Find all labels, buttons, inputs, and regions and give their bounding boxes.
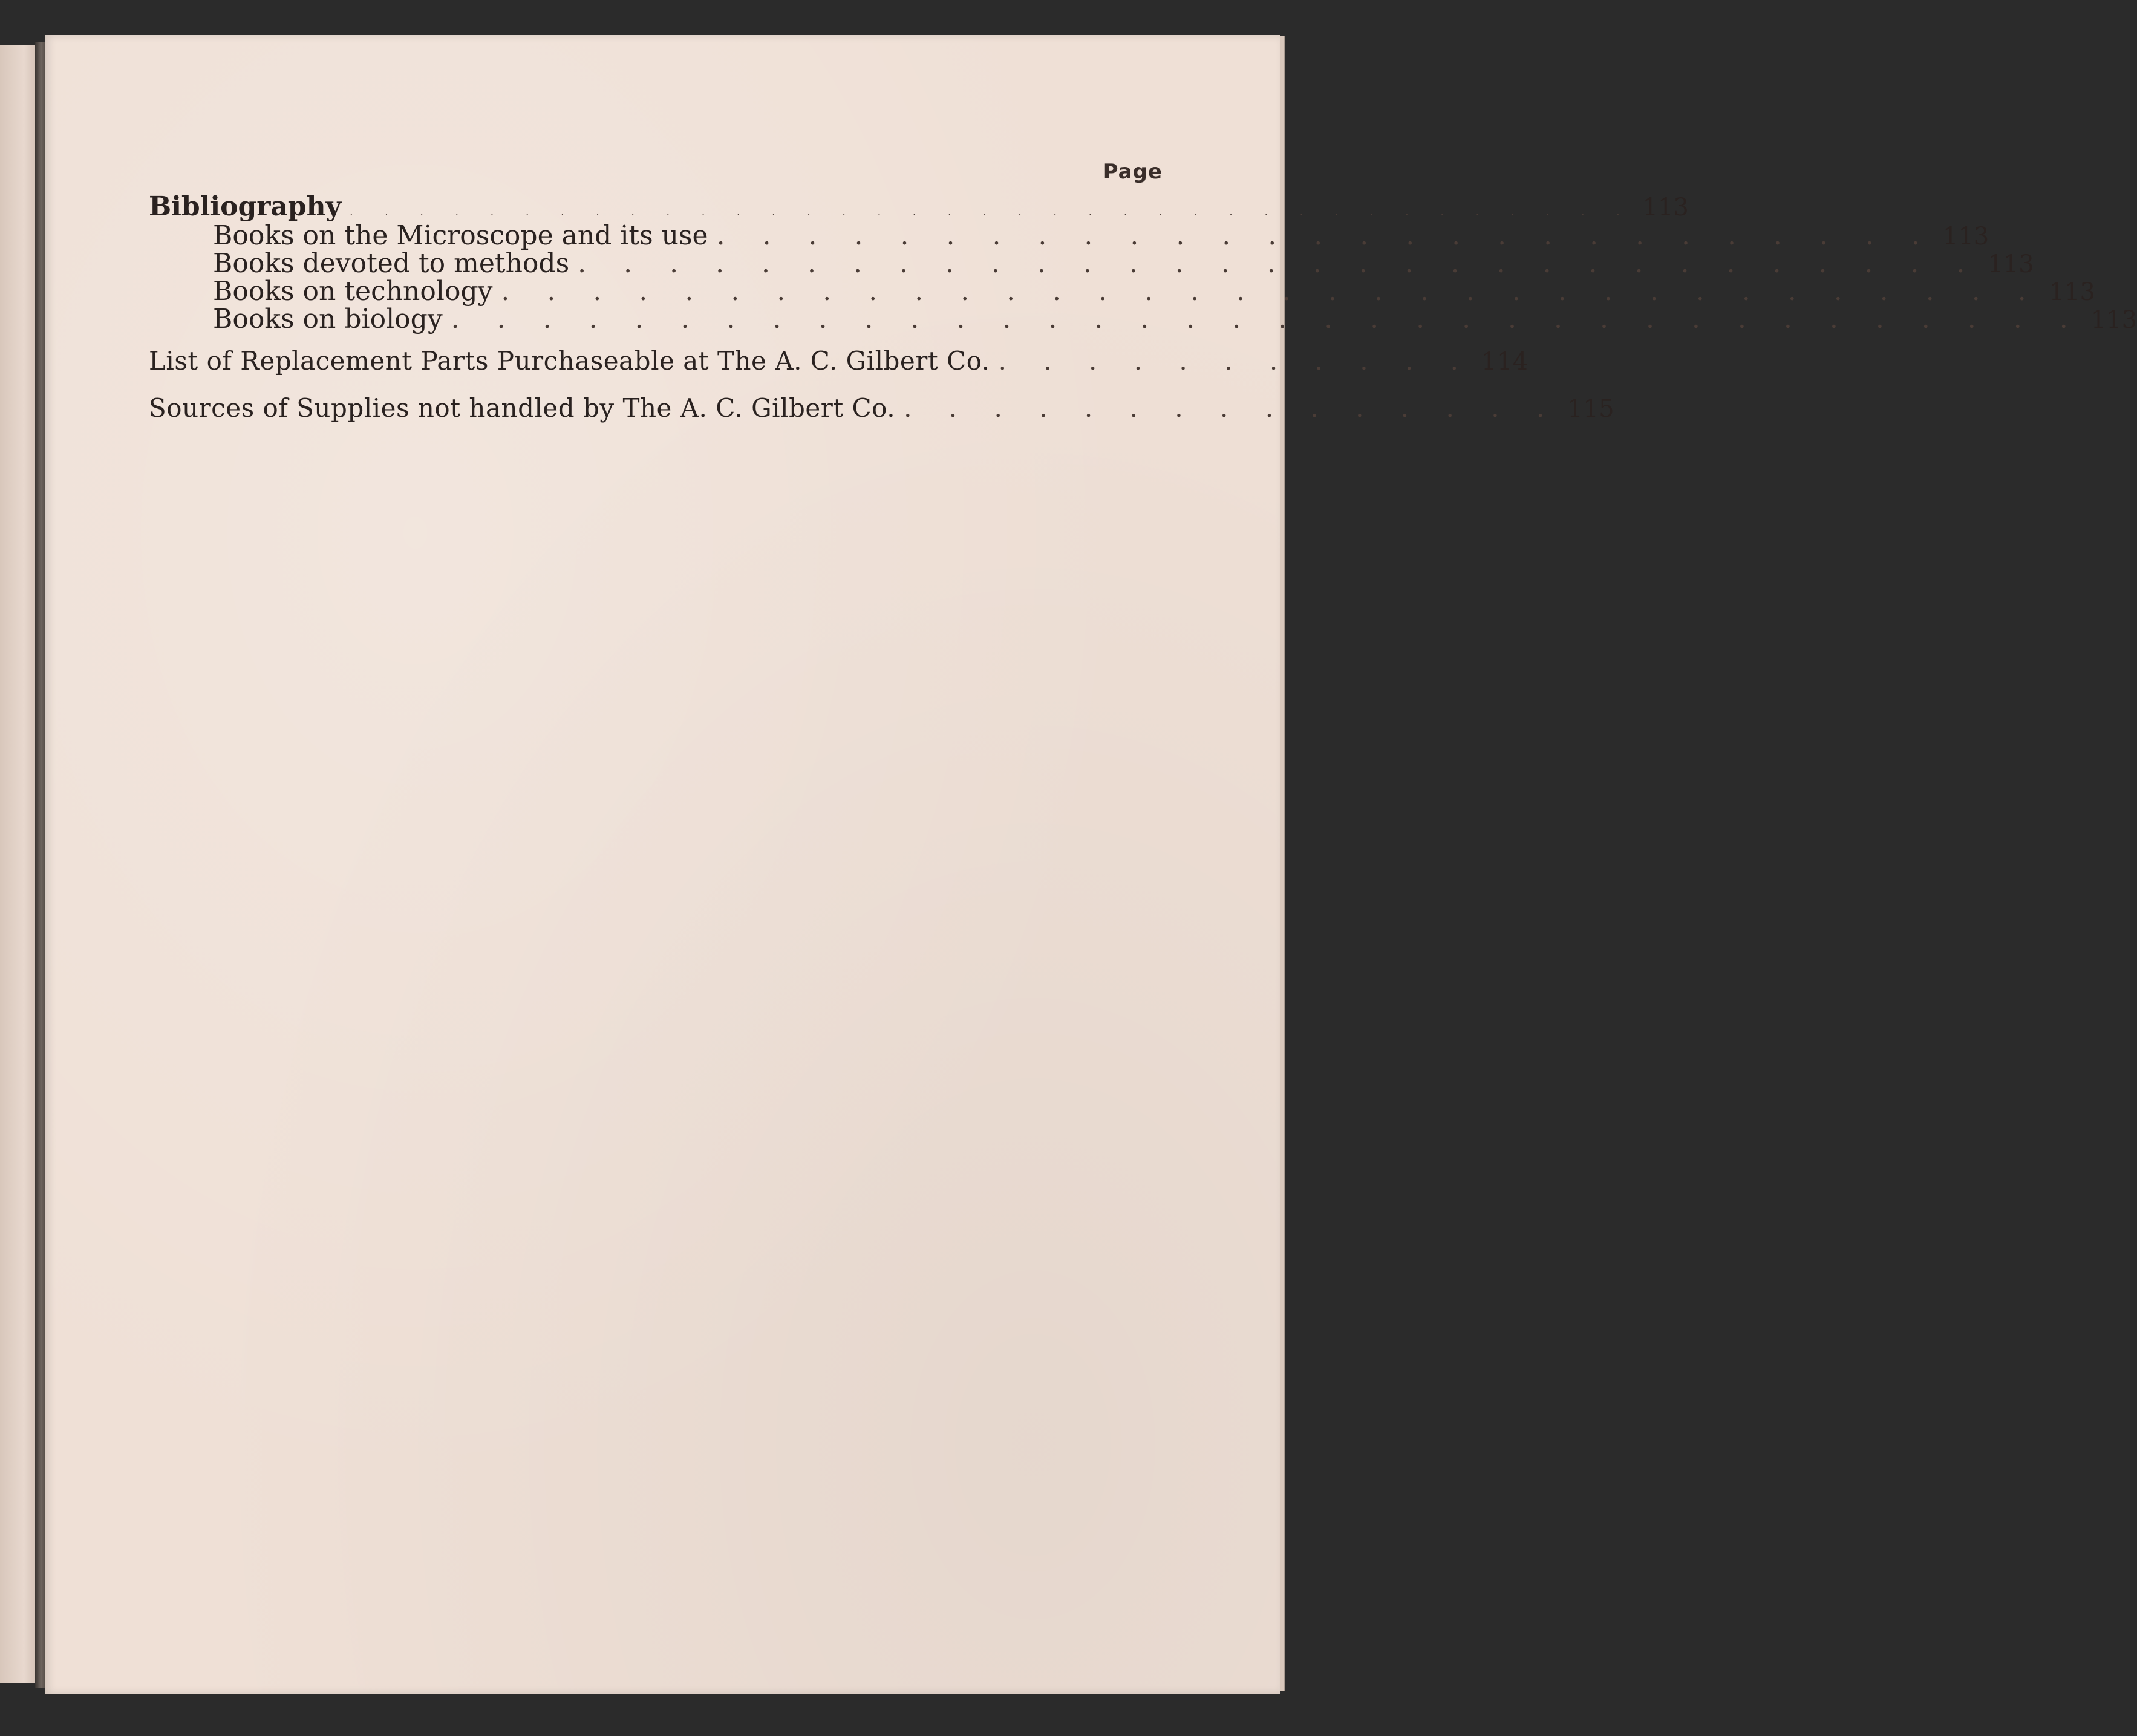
toc-entry-page: 113 <box>1942 223 1989 250</box>
dot-leader: . . . . . . . . . . . <box>998 346 1473 376</box>
toc-entry-label: List of Replacement Parts Purchaseable at The A. C. Gilbert Co. <box>149 346 990 376</box>
toc-entry-books-methods <box>213 248 2034 279</box>
dot-leader: . . . . . . . . . . . . . . . . . . . . . . . . . . . <box>716 220 1934 251</box>
toc-entry-sources-of-supplies <box>149 393 1615 423</box>
left-page-edge <box>0 45 40 1683</box>
dot-leader: . . . . . . . . . . . . . . . . . . . . . . . . . . . . . . . . . . . . <box>451 304 2083 334</box>
toc-entry-page: 113 <box>1988 250 2034 278</box>
toc-entry-page: 113 <box>1642 194 1689 221</box>
toc-entry-label: Sources of Supplies not handled by The A. C. Gilbert Co. <box>149 393 896 423</box>
toc-entry-label: Books devoted to methods <box>213 248 570 279</box>
toc-entry-books-technology <box>213 276 2095 307</box>
toc-entry-label: Books on the Microscope and its use <box>213 220 708 251</box>
toc-entry-page: 113 <box>2090 306 2137 334</box>
toc-entry-bibliography <box>149 191 1689 222</box>
toc-entry-page: 113 <box>2049 278 2095 306</box>
right-page <box>45 35 2137 1694</box>
toc-entry-books-biology <box>213 304 2137 334</box>
toc-entry-page: 114 <box>1481 348 1529 376</box>
dot-leader: . . . . . . . . . . . . . . . . . . . . . . . . . . . . . . . . . . <box>501 276 2041 307</box>
toc-entry-label: Bibliography <box>149 191 342 222</box>
table-of-contents <box>45 35 2137 1694</box>
toc-entry-label: Books on biology <box>213 304 443 334</box>
dot-leader: . . . . . . . . . . . . . . . <box>904 393 1559 423</box>
toc-entry-books-microscope <box>213 220 1989 251</box>
toc-entry-replacement-parts <box>149 346 1529 376</box>
dot-leader: . . . . . . . . . . . . . . . . . . . . . . . . . . . . . . . <box>578 248 1980 279</box>
dot-leader: . . . . . . . . . . . . . . . . . . . . . . . . . . . . . . . . . . . . . <box>350 206 1634 218</box>
toc-entry-page: 115 <box>1567 395 1615 423</box>
toc-entry-label: Books on technology <box>213 276 493 307</box>
page-column-header: Page <box>1103 160 1163 184</box>
